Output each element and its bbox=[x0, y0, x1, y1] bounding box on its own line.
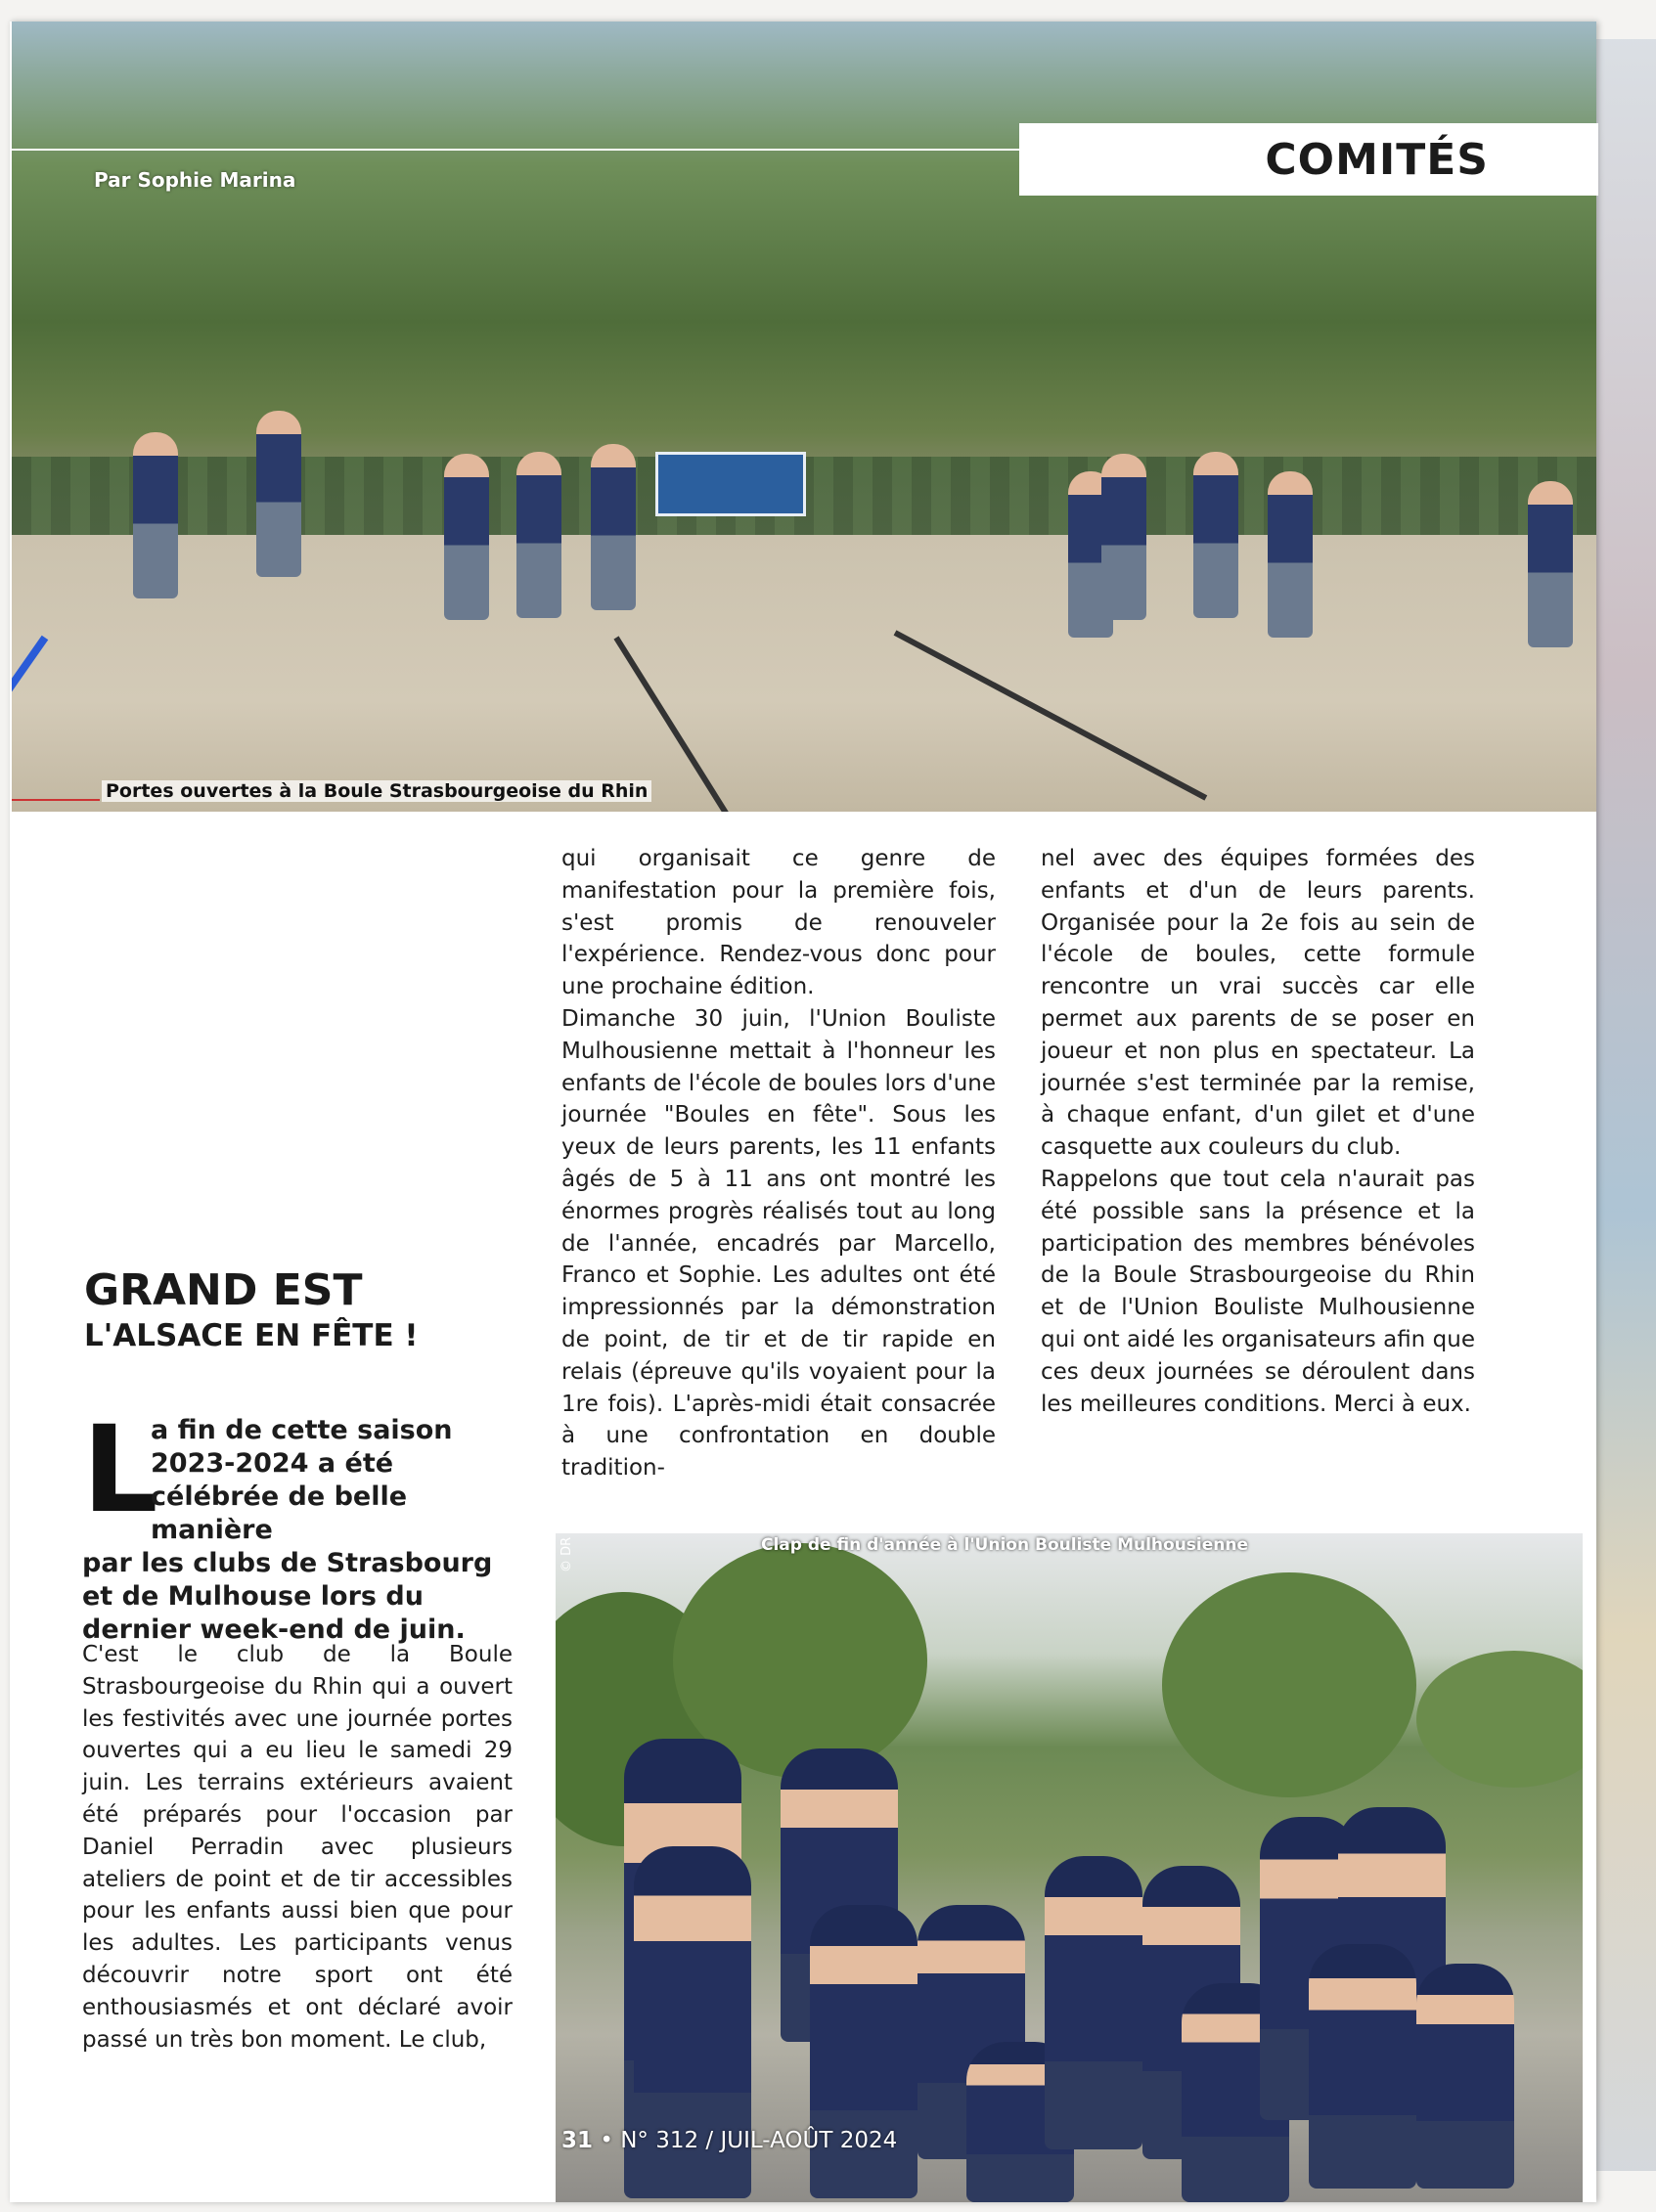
player-figure bbox=[1268, 471, 1313, 638]
byline: Par Sophie Marina bbox=[94, 168, 296, 192]
lead-paragraph-end: par les clubs de Strasbourg et de Mulhouse lors du dernier week-end de juin. bbox=[82, 1548, 493, 1645]
player-figure bbox=[516, 452, 561, 618]
article-column-2 bbox=[561, 843, 996, 1484]
paragraph: Dimanche 30 juin, l'Union Bouliste Mulhousienne mettait à l'honneur les enfants de l'école de boules lors d'une journée "Boules en fête". Sous les yeux de leurs parents, les 11 enfants âgés de 5 à 11 ans ont montré les énormes progrès réalisés tout au long de l'année, encadrés par Marcello, Franco et Sophie. Les adultes ont été impressionnés par la démonstration de point, de tir et de tir rapide en relais (épreuve qu'ils voyaient pour la 1re fois). L'après-midi était consacrée à une confrontation en double tradition- bbox=[561, 1005, 996, 1482]
bottom-photo bbox=[556, 1533, 1583, 2202]
top-photo-caption: Portes ouvertes à la Boule Strasbourgeoise du Rhin bbox=[102, 780, 651, 802]
lead-paragraph-start: a fin de cette saison 2023-2024 a été célébrée de belle manière bbox=[151, 1415, 453, 1545]
paragraph: Rappelons que tout cela n'aurait pas été possible sans la présence et la participation des membres bénévoles de la Boule Strasbourgeoise du Rhin et de l'Union Bouliste Mulhousienne qui ont aidé les organisateurs afin que ces deux journées se déroulent dans les meilleures conditions. Merci à eux. bbox=[1041, 1166, 1475, 1417]
player-figure bbox=[1193, 452, 1238, 618]
section-label-box bbox=[1019, 123, 1598, 196]
adjacent-page-edge bbox=[1596, 39, 1656, 2171]
boules-ground bbox=[12, 535, 1596, 812]
sport-boules-banner bbox=[655, 452, 806, 516]
page-footer bbox=[561, 2128, 897, 2153]
article-column-3 bbox=[1041, 843, 1475, 1420]
child-figure bbox=[1045, 1856, 1142, 2149]
issue-info: • N° 312 / JUIL-AOÛT 2024 bbox=[600, 2128, 898, 2153]
drop-cap: L bbox=[82, 1400, 158, 1539]
article-title: GRAND EST bbox=[84, 1265, 363, 1315]
paragraph: C'est le club de la Boule Strasbourgeoise du Rhin qui a ouvert les festivités avec une journée portes ouvertes qui a eu lieu le samedi 29 juin. Les terrains extérieurs avaient été préparés pour l'occasion par Daniel Perradin avec plusieurs ateliers de point et de tir accessibles pour les enfants aussi bien que pour les adultes. Les participants venus découvrir notre sport ont été enthousiasmés et ont déclaré avoir passé un très bon moment. Le club, bbox=[82, 1642, 513, 2053]
player-figure bbox=[1101, 454, 1146, 620]
photo-credit: © DR bbox=[559, 1536, 574, 1572]
player-figure bbox=[1528, 481, 1573, 647]
child-figure bbox=[1416, 1964, 1514, 2189]
page-number: 31 bbox=[561, 2128, 594, 2153]
player-figure bbox=[256, 411, 301, 577]
section-label: COMITÉS bbox=[1265, 134, 1489, 185]
player-figure bbox=[444, 454, 489, 620]
blank-panel bbox=[43, 833, 532, 1258]
article-column-1 bbox=[82, 1639, 513, 2056]
child-figure bbox=[810, 1905, 918, 2198]
child-figure bbox=[1309, 1944, 1416, 2189]
paragraph: nel avec des équipes formées des enfants et d'un de leurs parents. Organisée pour la 2e fois au sein de l'école de boules, cette formule rencontre un vrai succès car elle permet aux parents de se poser en joueur et non plus en spectateur. La journée s'est terminée par la remise, à chaque enfant, d'un gilet et d'une casquette aux couleurs du club. bbox=[1041, 846, 1475, 1161]
article-subtitle: L'ALSACE EN FÊTE ! bbox=[84, 1318, 419, 1353]
paragraph: qui organisait ce genre de manifestation pour la première fois, s'est promis de renouveler l'expérience. Rendez-vous donc pour une prochaine édition. bbox=[561, 846, 996, 1000]
player-figure bbox=[133, 432, 178, 598]
bottom-photo-caption: Clap de fin d'année à l'Union Bouliste Mulhousienne bbox=[761, 1535, 1249, 1555]
header-rule bbox=[12, 149, 1019, 151]
player-figure bbox=[591, 444, 636, 610]
